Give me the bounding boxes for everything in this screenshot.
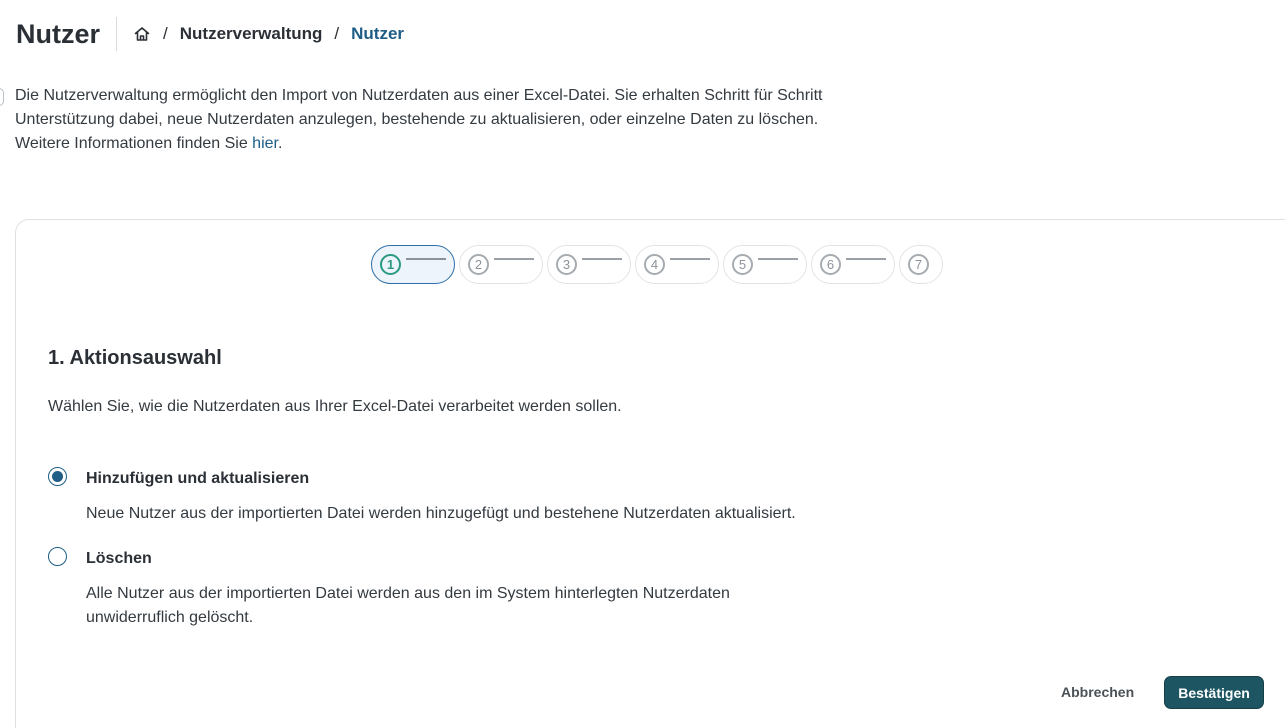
section-subtitle: Wählen Sie, wie die Nutzerdaten aus Ihrer Excel-Datei verarbeitet werden sollen.: [48, 398, 622, 415]
step-connector: [494, 258, 534, 260]
more-info-suffix: .: [277, 135, 283, 152]
radio-add-update[interactable]: [48, 467, 67, 486]
page-description: [15, 84, 875, 156]
option-description: Neue Nutzer aus der importierten Datei werden hinzugefügt und bestehene Nutzerdaten aktualisiert.: [86, 505, 796, 522]
edge-handle: [0, 88, 4, 106]
breadcrumb-item-nutzer: Nutzer: [351, 24, 405, 43]
section-title: 1. Aktionsauswahl: [48, 347, 222, 369]
breadcrumb-item-nutzerverwaltung[interactable]: Nutzerverwaltung: [179, 24, 323, 43]
breadcrumb: [133, 24, 404, 44]
step-number: 2: [468, 254, 489, 275]
home-icon[interactable]: [133, 25, 151, 43]
step-connector: [406, 258, 446, 260]
page-title: Nutzer: [16, 17, 117, 51]
step-number: 6: [820, 254, 841, 275]
breadcrumb-separator: /: [163, 24, 168, 43]
wizard-card: [15, 219, 1285, 728]
step-3[interactable]: [547, 245, 631, 284]
step-number: 1: [380, 254, 401, 275]
option-description: Alle Nutzer aus der importierten Datei werden aus den im System hinterlegten Nutzerdaten unwiderruflich gelöscht.: [86, 585, 730, 626]
cancel-button[interactable]: Abbrechen: [1052, 675, 1143, 709]
step-connector: [846, 258, 886, 260]
option-label[interactable]: Hinzufügen und aktualisieren: [86, 470, 310, 487]
more-info-line: [15, 132, 875, 156]
step-number: 5: [732, 254, 753, 275]
step-5[interactable]: [723, 245, 807, 284]
confirm-button[interactable]: Bestätigen: [1164, 676, 1264, 709]
stepper: [371, 245, 943, 284]
step-1[interactable]: [371, 245, 455, 284]
step-4[interactable]: [635, 245, 719, 284]
more-info-link[interactable]: hier: [252, 135, 278, 152]
breadcrumb-separator: /: [334, 24, 340, 43]
step-connector: [582, 258, 622, 260]
step-connector: [670, 258, 710, 260]
step-6[interactable]: [811, 245, 895, 284]
page-header: [16, 14, 404, 54]
more-info-prefix: Weitere Informationen finden Sie: [15, 135, 253, 152]
step-connector: [758, 258, 798, 260]
step-2[interactable]: [459, 245, 543, 284]
step-number: 7: [908, 254, 929, 275]
step-number: 3: [556, 254, 577, 275]
description-text: Die Nutzerverwaltung ermöglicht den Import von Nutzerdaten aus einer Excel-Datei. Sie erhalten Schritt für Schritt Unterstützung dabei, neue Nutzerdaten anzulegen, bestehende zu aktualisieren, oder einzelne Daten zu löschen.: [15, 87, 823, 128]
option-label[interactable]: Löschen: [86, 550, 152, 567]
step-7[interactable]: [899, 245, 943, 284]
step-number: 4: [644, 254, 665, 275]
radio-delete[interactable]: [48, 547, 67, 566]
